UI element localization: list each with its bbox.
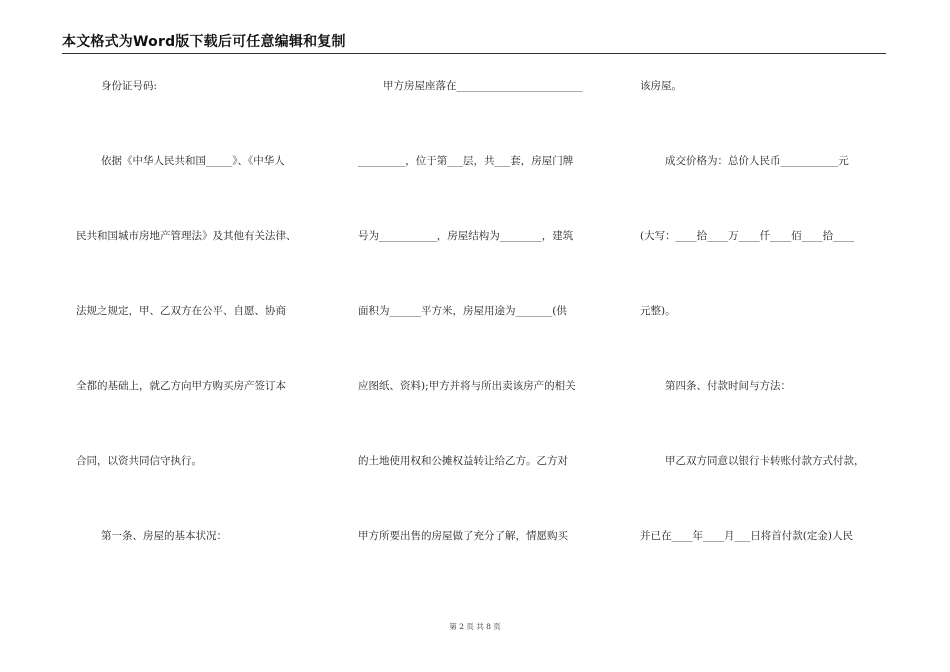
column-1-line: 民共和国城市房地产管理法》及其他有关法律、 [76, 230, 297, 242]
page-header [62, 33, 886, 51]
column-2-line: 的土地使用权和公摊权益转让给乙方。乙方对 [358, 455, 568, 467]
column-2-line: 甲方房屋座落在________________________ [383, 80, 583, 92]
column-3-line: 第四条、付款时间与方法： [665, 380, 791, 392]
header-title: 本文格式为Word版下载后可任意编辑和复制 [62, 34, 346, 50]
column-1-line: 全都的基础上，就乙方向甲方购买房产签订本 [76, 380, 286, 392]
column-3-line: 成交价格为：总价人民币___________元 [665, 155, 849, 167]
header-divider [62, 53, 886, 54]
page-number: 第 2 页 共 8 页 [449, 622, 501, 631]
column-2-line: 号为___________，房屋结构为________，建筑 [358, 230, 574, 242]
column-1-line: 身份证号码: [101, 80, 158, 92]
column-3-line: (大写：____拾____万____仟____佰____拾____ [640, 230, 855, 242]
column-2-line: 甲方所要出售的房屋做了充分了解，情愿购买 [358, 530, 568, 542]
column-2-line: 应图纸、资料);甲方并将与所出卖该房产的相关 [358, 380, 576, 392]
column-2-line: 面积为______平方米，房屋用途为_______(供 [358, 305, 567, 317]
column-1-line: 依据《中华人民共和国_____》、《中华人 [101, 155, 285, 167]
column-3-line: 并已在____年____月___日将首付款(定金)人民 [640, 530, 853, 542]
column-3-line: 甲乙双方同意以银行卡转账付款方式付款， [665, 455, 865, 467]
column-1-line: 第一条、房屋的基本状况： [101, 530, 227, 542]
column-3-line: 元整)。 [640, 305, 676, 317]
column-2-line: _________，位于第___层，共___套，房屋门牌 [358, 155, 574, 167]
column-1-line: 合同，以资共同信守执行。 [76, 455, 202, 467]
column-1-line: 法规之规定，甲、乙双方在公平、自愿、协商 [76, 305, 286, 317]
column-3-line: 该房屋。 [640, 80, 682, 92]
